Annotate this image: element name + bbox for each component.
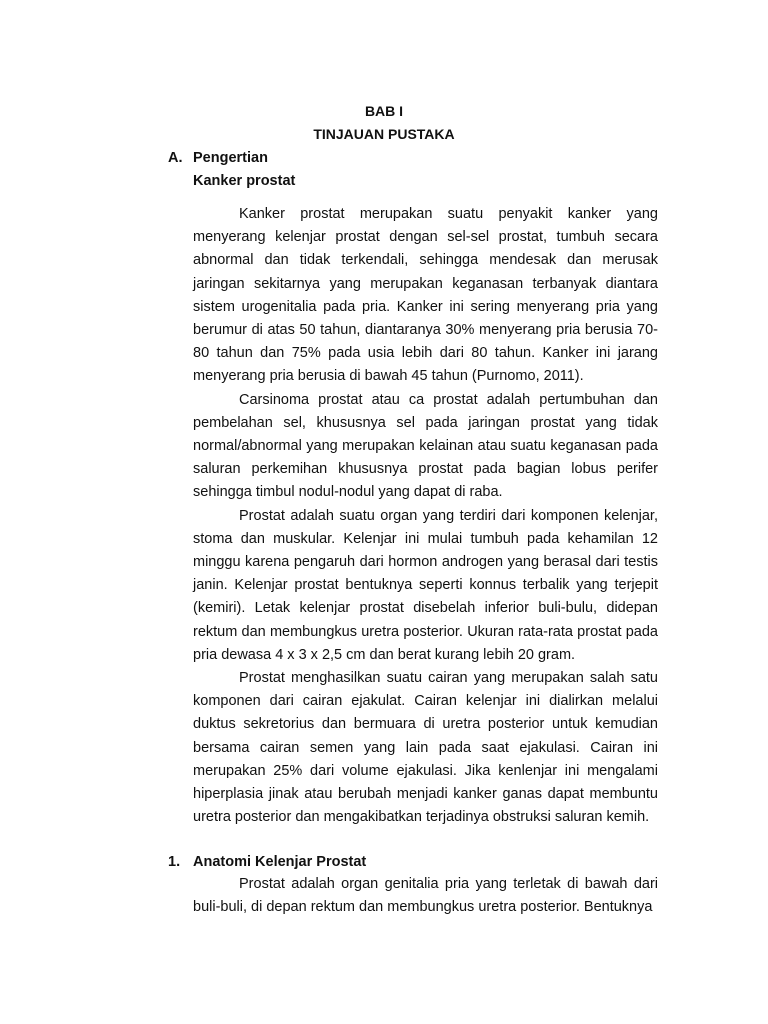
section-heading-anatomi xyxy=(168,853,468,871)
chapter-title: TINJAUAN PUSTAKA xyxy=(313,126,455,142)
paragraph: Prostat adalah suatu organ yang terdiri dari komponen kelenjar, stoma dan muskular. Kelenjar ini mulai tumbuh pada kehamilan 12 minggu karena pengaruh dari hormon androgen yang berasal dari testis janin. Kelenjar prostat bentuknya seperti konnus terbalik yang terjepit (kemiri). Letak kelenjar prostat disebelah inferior buli-bulu, didepan rektum dan membungkus uretra posterior. Ukuran rata-rata prostat pada pria dewasa 4 x 3 x 2,5 cm dan berat kurang lebih 20 gram. xyxy=(193,507,658,663)
section-1-body xyxy=(193,873,658,919)
subsection-title-kanker-prostat: Kanker prostat xyxy=(193,173,296,189)
paragraph: Prostat adalah organ genitalia pria yang terletak di bawah dari buli-buli, di depan rektum dan membungkus uretra posterior. Bentuknya xyxy=(193,876,658,916)
paragraph: Prostat menghasilkan suatu cairan yang merupakan salah satu komponen dari cairan ejakulat. Cairan kelenjar ini dialirkan melalui duktus sekretorius dan bermuara di uretra posterior untuk kemudian bersama cairan semen yang lain pada saat ejakulasi. Cairan ini merupakan 25% dari volume ejakulasi. Jika kenlenjar ini mengalami hiperplasia jinak atau berubah menjadi kanker ganas dapat membuntu uretra posterior dan mengakibatkan terjadinya obstruksi saluran kemih. xyxy=(193,670,658,826)
section-title: Pengertian xyxy=(193,150,268,166)
section-title: Anatomi Kelenjar Prostat xyxy=(193,854,367,870)
chapter-number: BAB I xyxy=(364,103,404,119)
paragraph: Carsinoma prostat atau ca prostat adalah pertumbuhan dan pembelahan sel, khususnya sel pada jaringan prostat yang tidak normal/abnormal yang merupakan kelainan atau suatu keganasan pada saluran perkemihan khususnya prostat pada bagian lobus perifer sehingga timbul nodul-nodul yang dapat di raba. xyxy=(193,391,658,501)
section-marker: 1. xyxy=(168,854,181,870)
paragraph: Kanker prostat merupakan suatu penyakit kanker yang menyerang kelenjar prostat dengan sel-sel prostat, tumbuh secara abnormal dan tidak terkendali, sehingga mendesak dan merusak jaringan sekitarnya yang merupakan keganasan terbanyak diantara sistem urogenitalia pada pria. Kanker ini sering menyerang pria yang berumur di atas 50 tahun, diantaranya 30% menyerang pria berusia 70- 80 tahun dan 75% pada usia lebih dari 80 tahun. Kanker ini jarang menyerang pria berusia di bawah 45 tahun (Purnomo, 2011). xyxy=(193,206,658,385)
section-heading-pengertian xyxy=(168,149,368,167)
section-a-body xyxy=(193,203,658,829)
section-marker: A. xyxy=(168,150,183,166)
